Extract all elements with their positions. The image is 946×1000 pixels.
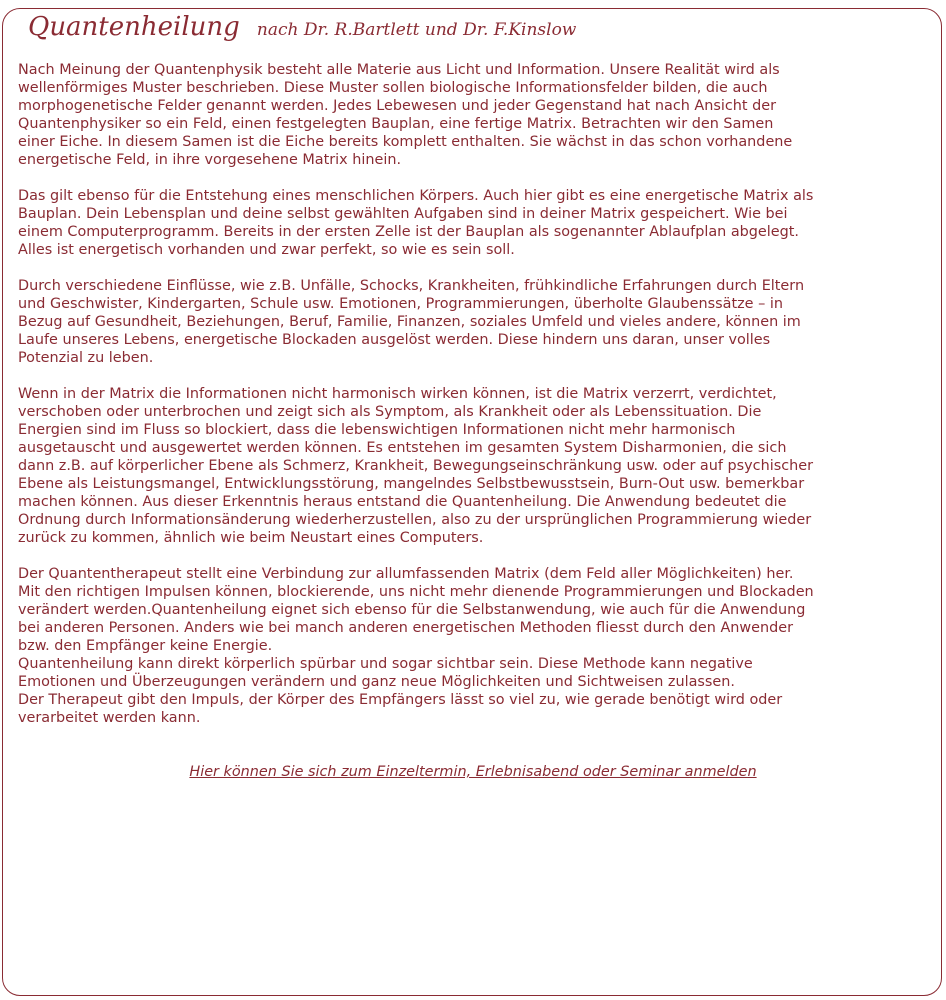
article-body [18, 61, 934, 727]
signup-link[interactable]: Hier können Sie sich zum Einzeltermin, Erlebnisabend oder Seminar anmelden [189, 764, 757, 780]
page-title: Quantenheilung [28, 12, 240, 42]
page-header [28, 12, 576, 42]
paragraph-body-matrix: Das gilt ebenso für die Entstehung eines menschlichen Körpers. Auch hier gibt es eine energetische Matrix als Bauplan. Dein Lebensplan und deine selbst gewählten Aufgaben sind in deiner Matrix gespeichert. Wie bei einem Computerprogramm. Bereits in der ersten Zelle ist der Bauplan als sogenannter Ablaufplan abgelegt. Alles ist energetisch vorhanden und zwar perfekt, so wie es sein soll. [18, 188, 814, 258]
paragraph-symptoms: Wenn in der Matrix die Informationen nicht harmonisch wirken können, ist die Matrix verzerrt, verdichtet, verschoben oder unterbrochen und zeigt sich als Symptom, als Krankheit oder als Lebenssituation. Die Energien sind im Fluss so blockiert, dass die lebenswichtigen Informationen nicht mehr harmonisch ausgetauscht und ausgewertet werden können. Es entstehen im gesamten System Disharmonien, die sich dann z.B. auf körperlicher Ebene als Schmerz, Krankheit, Bewegungseinschränkung usw. oder auf psychischer Ebene als Leistungsmangel, Entwicklungsstörung, mangelndes Selbstbewusstsein, Burn-Out usw. bemerkbar machen können. Aus dieser Erkenntnis heraus entstand die Quantenheilung. Die Anwendung bedeutet die Ordnung durch Informationsänderung wiederherzustellen, also zu der ursprünglichen Programmierung wieder zurück zu kommen, ähnlich wie beim Neustart eines Computers. [18, 386, 813, 546]
paragraph-blockades: Durch verschiedene Einflüsse, wie z.B. Unfälle, Schocks, Krankheiten, frühkindliche Erfahrungen durch Eltern und Geschwister, Kindergarten, Schule usw. Emotionen, Programmierungen, überholte Glaubenssätze – in Bezug auf Gesundheit, Beziehungen, Beruf, Familie, Finanzen, soziales Umfeld und vieles andere, können im Laufe unseres Lebens, energetische Blockaden ausgelöst werden. Diese hindern uns daran, unser volles Potenzial zu leben. [18, 278, 805, 366]
paragraph-intro: Nach Meinung der Quantenphysik besteht alle Materie aus Licht und Information. Unsere Realität wird als wellenförmiges Muster beschrieben. Diese Muster sollen biologische Informationsfelder bilden, die auch morphogenetische Felder genannt werden. Jedes Lebewesen und jeder Gegenstand hat nach Ansicht der Quantenphysiker so ein Feld, einen festgelegten Bauplan, eine fertige Matrix. Betrachten wir den Samen einer Eiche. In diesem Samen ist die Eiche bereits komplett enthalten. Sie wächst in das schon vorhandene energetische Feld, in ihre vorgesehene Matrix hinein. [18, 62, 793, 168]
signup-link-row [0, 764, 946, 780]
page-subtitle: nach Dr. R.Bartlett und Dr. F.Kinslow [256, 20, 577, 40]
paragraph-therapist: Der Quantentherapeut stellt eine Verbindung zur allumfassenden Matrix (dem Feld aller Möglichkeiten) her. Mit den richtigen Impulsen können, blockierende, uns nicht mehr dienende Programmierungen und Blockaden verändert werden.Quantenheilung eignet sich ebenso für die Selbstanwendung, wie auch für die Anwendung bei anderen Personen. Anders wie bei manch anderen energetischen Methoden fliesst durch den Anwender bzw. den Empfänger keine Energie. Quantenheilung kann direkt körperlich spürbar und sogar sichtbar sein. Diese Methode kann negative Emotionen und Überzeugungen verändern und ganz neue Möglichkeiten und Sichtweisen zulassen. Der Therapeut gibt den Impuls, der Körper des Empfängers lässt so viel zu, wie gerade benötigt wird oder verarbeitet werden kann. [18, 566, 814, 726]
